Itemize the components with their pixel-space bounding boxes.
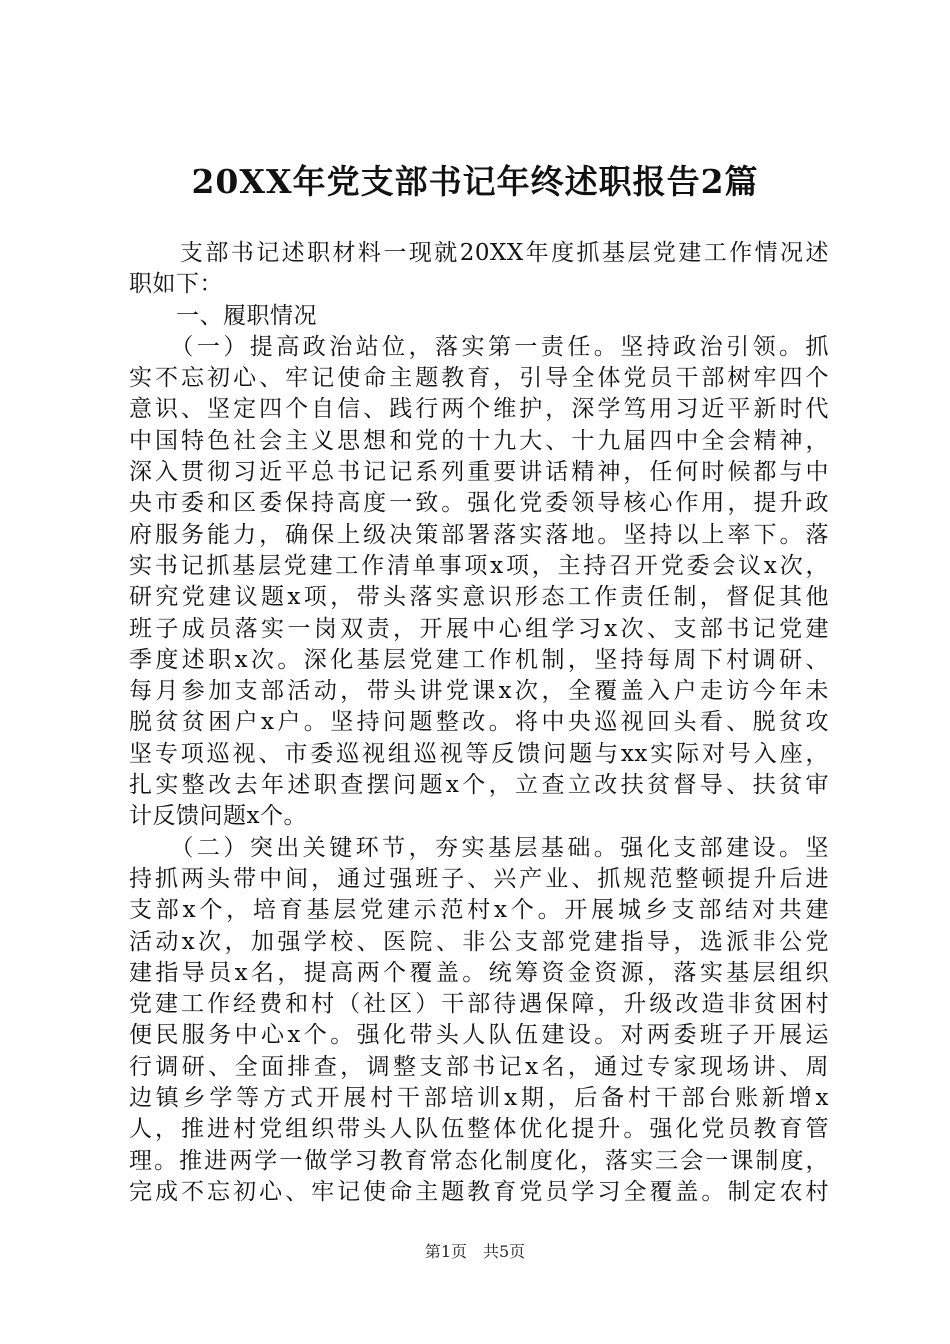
text-line: 班子成员落实一岗双责，开展中心组学习x次、支部书记党建 (129, 615, 829, 642)
text-line: 支部书记述职材料一现就20XX年度抓基层党建工作情况述 (129, 240, 829, 266)
text-line: 季度述职x次。深化基层党建工作机制，坚持每周下村调研、 (129, 646, 829, 673)
text-line: 意识、坚定四个自信、践行两个维护，深学笃用习近平新时代 (129, 396, 829, 423)
text-line: 计反馈问题x个。 (129, 803, 307, 830)
text-line: （二）突出关键环节，夯实基层基础。强化支部建设。坚 (129, 834, 829, 861)
page-footer: 第1页 共5页 (424, 1242, 526, 1261)
text-line: 人，推进村党组织带头人队伍整体优化提升。强化党员教育管 (129, 1116, 829, 1143)
text-line: 实不忘初心、牢记使命主题教育，引导全体党员干部树牢四个 (129, 365, 829, 392)
text-line: 中国特色社会主义思想和党的十九大、十九届四中全会精神， (129, 427, 829, 454)
text-line: 实书记抓基层党建工作清单事项x项，主持召开党委会议x次， (129, 552, 829, 579)
text-line: 每月参加支部活动，带头讲党课x次，全覆盖入户走访今年未 (129, 678, 829, 705)
text-line: 边镇乡学等方式开展村干部培训x期，后备村干部台账新增x (129, 1085, 829, 1112)
text-line: 府服务能力，确保上级决策部署落实落地。坚持以上率下。落 (129, 521, 829, 548)
text-line: 便民服务中心x个。强化带头人队伍建设。对两委班子开展运 (129, 1022, 829, 1049)
text-line: 央市委和区委保持高度一致。强化党委领导核心作用，提升政 (129, 490, 829, 517)
document-body (129, 238, 829, 1208)
text-line: 职如下： (129, 271, 223, 298)
document-title: 20XX年党支部书记年终述职报告2篇 (191, 162, 759, 201)
text-line: 坚专项巡视、市委巡视组巡视等反馈问题与xx实际对号入座， (129, 740, 829, 767)
text-line: 建指导员x名，提高两个覆盖。统筹资金资源，落实基层组织 (129, 959, 829, 986)
text-line: 脱贫贫困户x户。坚持问题整改。将中央巡视回头看、脱贫攻 (129, 709, 829, 736)
text-line: 党建工作经费和村（社区）干部待遇保障，升级改造非贫困村 (129, 991, 829, 1018)
text-line: 活动x次，加强学校、医院、非公支部党建指导，选派非公党 (129, 928, 829, 955)
text-line: 扎实整改去年述职查摆问题x个，立查立改扶贫督导、扶贫审 (129, 772, 829, 799)
text-line: 研究党建议题x项，带头落实意识形态工作责任制，督促其他 (129, 584, 829, 611)
text-line: 支部x个，培育基层党建示范村x个。开展城乡支部结对共建 (129, 897, 829, 924)
text-line: （一）提高政治站位，落实第一责任。坚持政治引领。抓 (129, 333, 829, 360)
text-line: 持抓两头带中间，通过强班子、兴产业、抓规范整顿提升后进 (129, 865, 829, 892)
text-line: 行调研、全面排查，调整支部书记x名，通过专家现场讲、周 (129, 1053, 829, 1080)
text-line: 一、履职情况 (129, 302, 317, 329)
text-line: 深入贯彻习近平总书记记系列重要讲话精神，任何时候都与中 (129, 459, 829, 486)
text-line: 理。推进两学一做学习教育常态化制度化，落实三会一课制度， (129, 1147, 829, 1174)
text-line: 完成不忘初心、牢记使命主题教育党员学习全覆盖。制定农村 (129, 1178, 829, 1205)
